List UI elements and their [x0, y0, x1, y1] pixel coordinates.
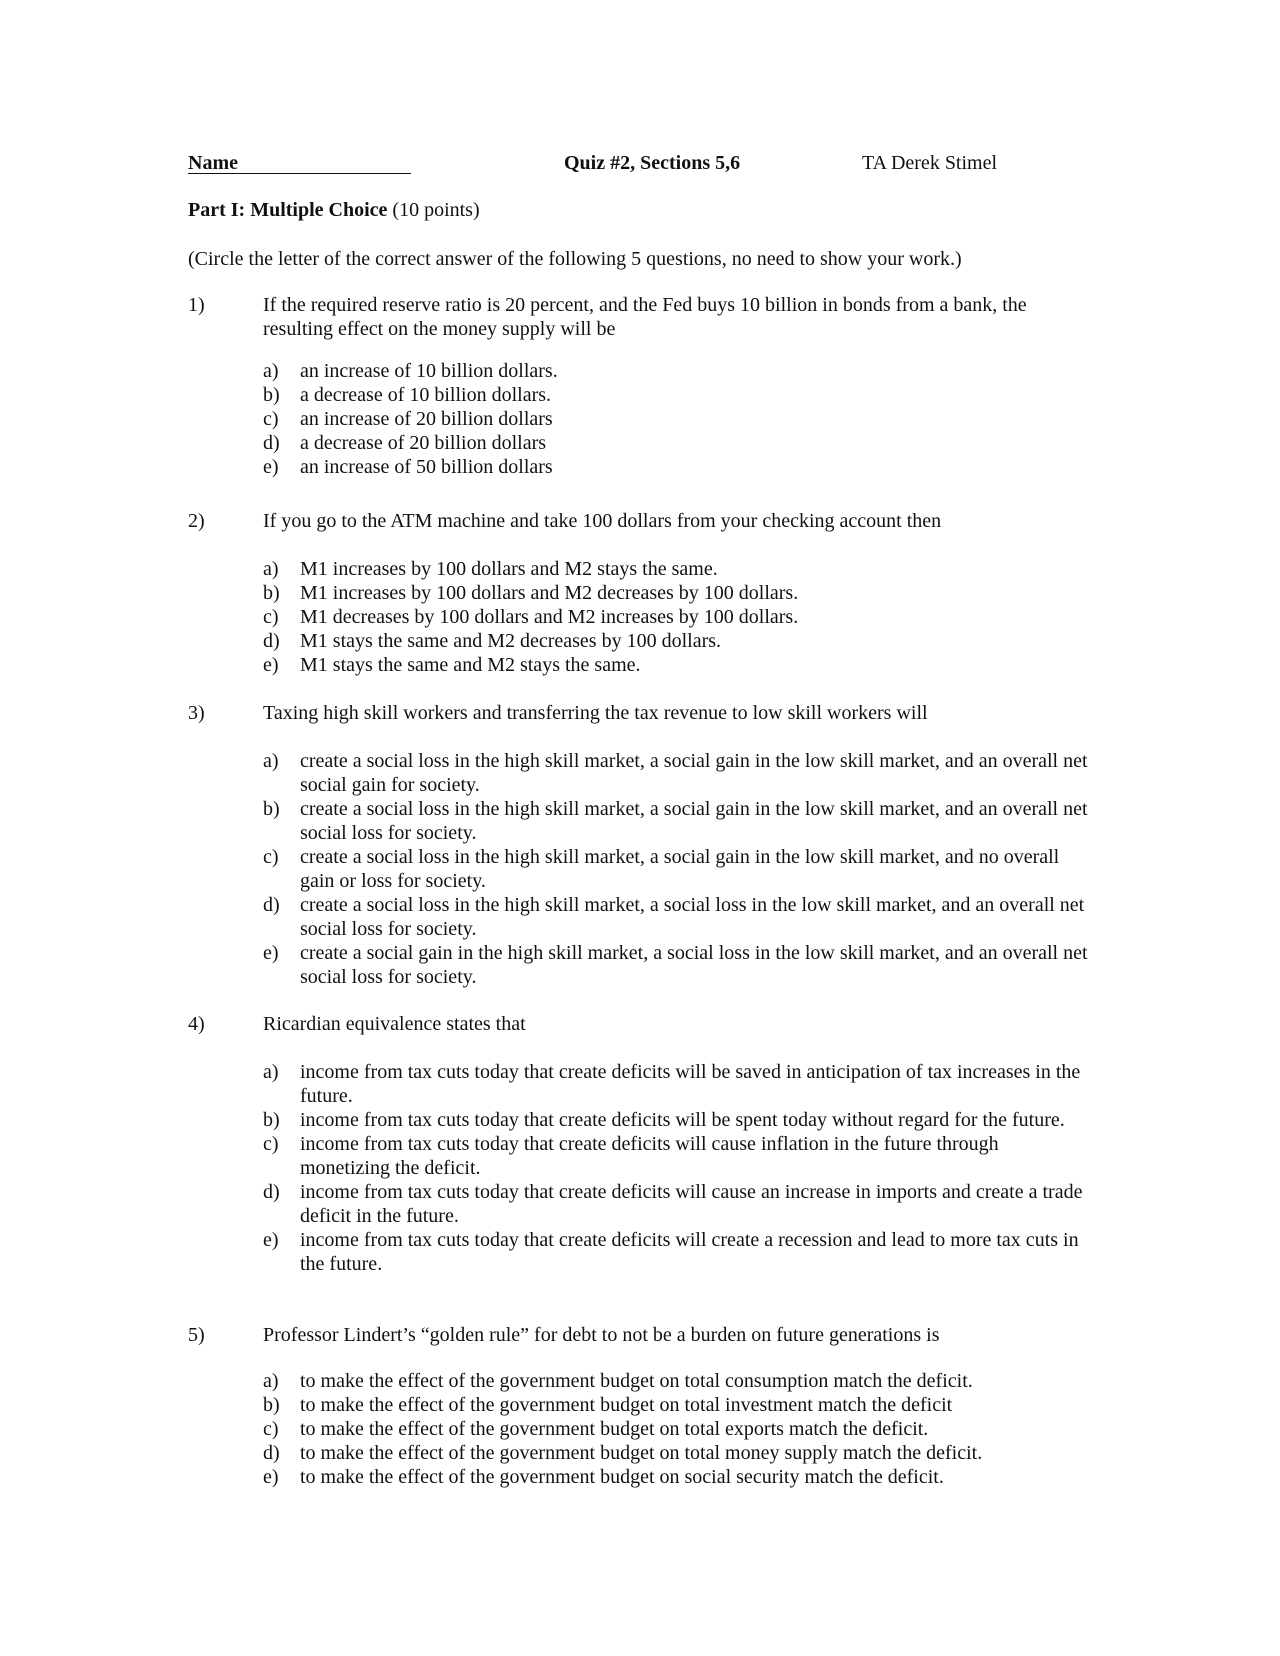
- option-letter: c): [263, 408, 279, 430]
- option-b: [263, 1393, 1090, 1417]
- option-text: create a social loss in the high skill market, a social gain in the low skill market, and an overall net social loss for society.: [300, 798, 1088, 844]
- option-text: to make the effect of the government budget on total exports match the deficit.: [300, 1418, 929, 1440]
- option-letter: e): [263, 1466, 279, 1488]
- option-letter: c): [263, 846, 279, 868]
- option-letter: d): [263, 894, 280, 916]
- option-text: income from tax cuts today that create deficits will create a recession and lead to more tax cuts in the future.: [300, 1229, 1079, 1275]
- question-number: 3): [188, 702, 205, 724]
- question-text: Taxing high skill workers and transferring the tax revenue to low skill workers will: [263, 702, 928, 724]
- option-letter: c): [263, 606, 279, 628]
- option-text: to make the effect of the government budget on total consumption match the deficit.: [300, 1370, 973, 1392]
- option-letter: e): [263, 456, 279, 478]
- options-list: [263, 359, 1093, 479]
- option-letter: d): [263, 432, 280, 454]
- option-text: create a social loss in the high skill market, a social gain in the low skill market, and an overall net social gain for society.: [300, 750, 1088, 796]
- option-c: [263, 1417, 1090, 1441]
- option-text: an increase of 10 billion dollars.: [300, 360, 558, 382]
- options-list: [263, 1060, 1093, 1276]
- question-text: If you go to the ATM machine and take 100 dollars from your checking account then: [263, 510, 942, 532]
- part-title: [188, 198, 480, 222]
- option-e: [263, 455, 1090, 479]
- question-number: 4): [188, 1013, 205, 1035]
- options-list: [263, 557, 1093, 677]
- quiz-title: Quiz #2, Sections 5,6: [564, 152, 741, 174]
- option-text: M1 increases by 100 dollars and M2 stays the same.: [300, 558, 718, 580]
- options-list: [263, 749, 1093, 989]
- option-text: M1 stays the same and M2 decreases by 100 dollars.: [300, 630, 722, 652]
- option-letter: a): [263, 360, 279, 382]
- option-letter: d): [263, 1442, 280, 1464]
- option-letter: c): [263, 1418, 279, 1440]
- option-b: [263, 383, 1090, 407]
- option-b: [263, 581, 1090, 605]
- option-a: [263, 749, 1090, 797]
- option-d: [263, 893, 1090, 941]
- option-a: [263, 557, 1090, 581]
- option-e: [263, 1465, 1090, 1489]
- option-letter: b): [263, 384, 280, 406]
- option-letter: a): [263, 750, 279, 772]
- option-a: [263, 1060, 1090, 1108]
- option-letter: b): [263, 1394, 280, 1416]
- option-d: [263, 431, 1090, 455]
- options-list: [263, 1369, 1093, 1489]
- option-text: income from tax cuts today that create deficits will be spent today without regard for the future.: [300, 1109, 1065, 1131]
- option-letter: a): [263, 1061, 279, 1083]
- option-text: income from tax cuts today that create deficits will cause inflation in the future through monetizing the deficit.: [300, 1133, 999, 1179]
- question-text: Professor Lindert’s “golden rule” for debt to not be a burden on future generations is: [263, 1324, 940, 1346]
- option-d: [263, 1441, 1090, 1465]
- option-letter: e): [263, 1229, 279, 1251]
- option-letter: d): [263, 1181, 280, 1203]
- name-blank-line: [188, 173, 411, 174]
- part-points: (10 points): [392, 199, 480, 221]
- option-text: M1 decreases by 100 dollars and M2 increases by 100 dollars.: [300, 606, 799, 628]
- option-a: [263, 1369, 1090, 1393]
- option-letter: e): [263, 654, 279, 676]
- option-text: income from tax cuts today that create deficits will be saved in anticipation of tax increases in the future.: [300, 1061, 1081, 1107]
- ta-name: TA Derek Stimel: [862, 152, 998, 174]
- option-text: to make the effect of the government budget on total money supply match the deficit.: [300, 1442, 983, 1464]
- option-text: income from tax cuts today that create deficits will cause an increase in imports and create a trade deficit in the future.: [300, 1181, 1083, 1227]
- option-text: to make the effect of the government budget on social security match the deficit.: [300, 1466, 944, 1488]
- option-e: [263, 653, 1090, 677]
- option-letter: c): [263, 1133, 279, 1155]
- option-a: [263, 359, 1090, 383]
- option-text: an increase of 50 billion dollars: [300, 456, 553, 478]
- option-c: [263, 605, 1090, 629]
- option-text: a decrease of 20 billion dollars: [300, 432, 547, 454]
- option-letter: e): [263, 942, 279, 964]
- instructions: (Circle the letter of the correct answer of the following 5 questions, no need to show your work.): [188, 248, 962, 270]
- option-b: [263, 797, 1090, 845]
- option-e: [263, 941, 1090, 989]
- option-text: create a social loss in the high skill market, a social gain in the low skill market, and no overall gain or loss for society.: [300, 846, 1060, 892]
- option-text: to make the effect of the government budget on total investment match the deficit: [300, 1394, 953, 1416]
- question-text: If the required reserve ratio is 20 percent, and the Fed buys 10 billion in bonds from a bank, the resulting effect on the money supply will be: [263, 294, 1027, 340]
- name-label: Name: [188, 152, 238, 174]
- option-letter: d): [263, 630, 280, 652]
- option-c: [263, 1132, 1090, 1180]
- option-text: M1 stays the same and M2 stays the same.: [300, 654, 641, 676]
- option-c: [263, 407, 1090, 431]
- option-text: M1 increases by 100 dollars and M2 decreases by 100 dollars.: [300, 582, 799, 604]
- question-number: 1): [188, 294, 205, 316]
- option-letter: b): [263, 582, 280, 604]
- option-e: [263, 1228, 1090, 1276]
- question-number: 5): [188, 1324, 205, 1346]
- option-text: create a social gain in the high skill market, a social loss in the low skill market, and an overall net social loss for society.: [300, 942, 1088, 988]
- option-text: create a social loss in the high skill market, a social loss in the low skill market, and an overall net social loss for society.: [300, 894, 1085, 940]
- option-text: a decrease of 10 billion dollars.: [300, 384, 552, 406]
- option-letter: a): [263, 1370, 279, 1392]
- question-number: 2): [188, 510, 205, 532]
- option-letter: a): [263, 558, 279, 580]
- option-text: an increase of 20 billion dollars: [300, 408, 553, 430]
- header-row: [188, 151, 1088, 177]
- option-d: [263, 629, 1090, 653]
- option-b: [263, 1108, 1090, 1132]
- question-text: Ricardian equivalence states that: [263, 1013, 526, 1035]
- option-c: [263, 845, 1090, 893]
- option-letter: b): [263, 1109, 280, 1131]
- option-d: [263, 1180, 1090, 1228]
- part-heading: Part I: Multiple Choice: [188, 199, 388, 221]
- option-letter: b): [263, 798, 280, 820]
